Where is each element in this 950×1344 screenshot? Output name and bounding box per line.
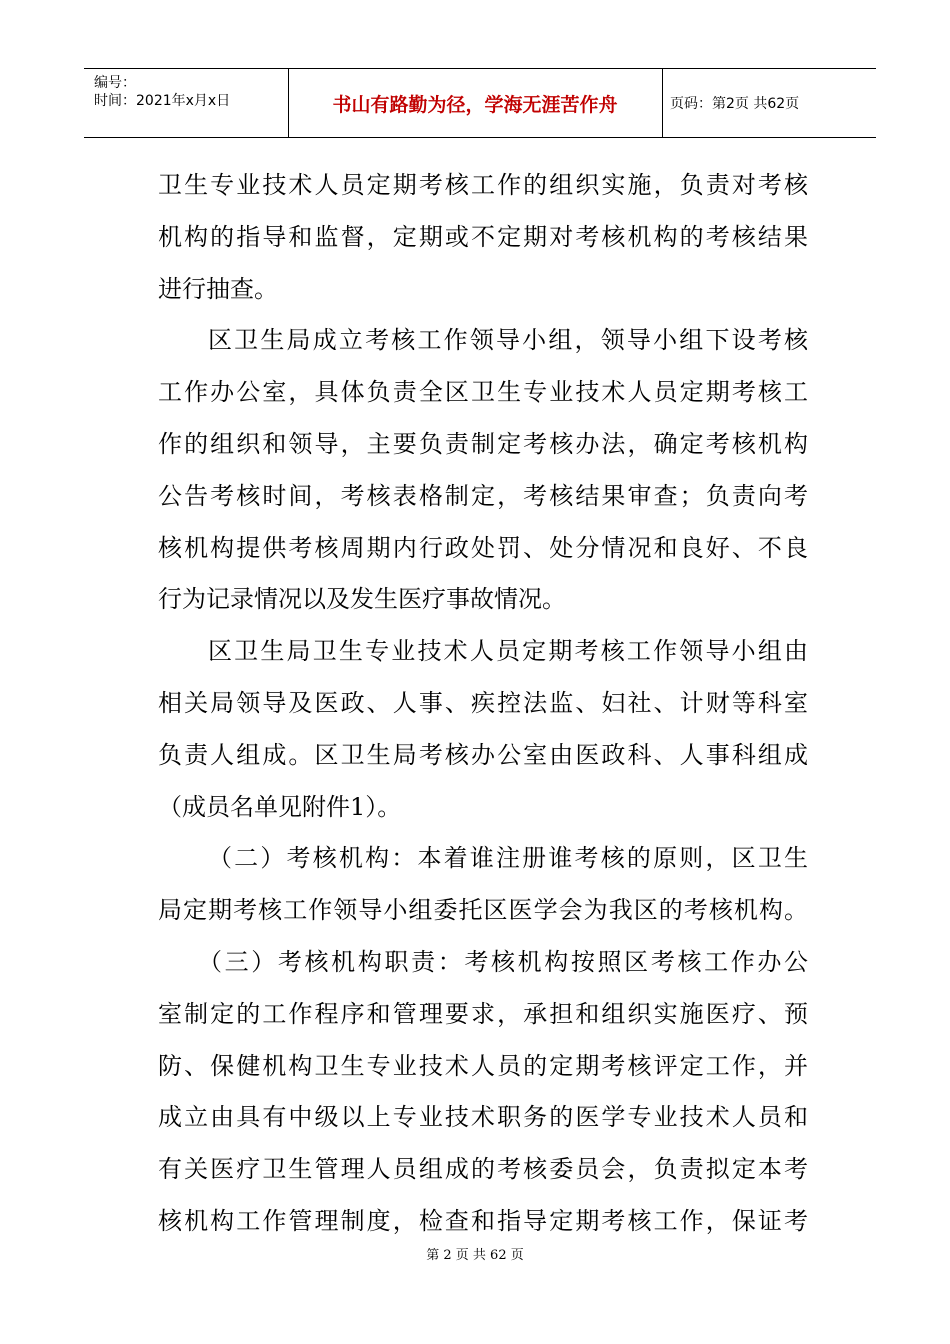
time-label: 时间：2021年x月x日: [94, 93, 231, 109]
text-line: （三）考核机构职责：考核机构按照区考核工作办公: [198, 947, 808, 976]
text-line: 局定期考核工作领导小组委托区医学会为我区的考核机构。: [158, 896, 808, 925]
text-line: 区卫生局成立考核工作领导小组，领导小组下设考核: [208, 326, 808, 355]
text-line: 相关局领导及医政、人事、疾控法监、妇社、计财等科室: [158, 688, 808, 717]
text-line: 防、保健机构卫生专业技术人员的定期考核评定工作，并: [158, 1051, 808, 1080]
header-meta-cell: [84, 69, 289, 137]
text-line: 有关医疗卫生管理人员组成的考核委员会，负责拟定本考: [158, 1155, 808, 1184]
page-header: [84, 68, 876, 138]
text-line: 核机构工作管理制度，检查和指导定期考核工作，保证考: [158, 1206, 808, 1235]
text-line: 室制定的工作程序和管理要求，承担和组织实施医疗、预: [158, 999, 808, 1028]
text-line: 区卫生局卫生专业技术人员定期考核工作领导小组由: [208, 637, 808, 666]
text-line: 行为记录情况以及发生医疗事故情况。: [158, 585, 566, 614]
document-body: [158, 160, 808, 1248]
text-line: 公告考核时间，考核表格制定，考核结果审查；负责向考: [158, 481, 808, 510]
text-line: 工作办公室，具体负责全区卫生专业技术人员定期考核工: [158, 378, 808, 407]
header-page-info: 页码：第2页 共62页: [670, 96, 800, 112]
text-line: 负责人组成。区卫生局考核办公室由医政科、人事科组成: [158, 740, 808, 769]
text-line: 作的组织和领导，主要负责制定考核办法，确定考核机构: [158, 429, 808, 458]
text-line: 核机构提供考核周期内行政处罚、处分情况和良好、不良: [158, 533, 808, 562]
text-line: 机构的指导和监督，定期或不定期对考核机构的考核结果: [158, 222, 808, 251]
text-line: 成立由具有中级以上专业技术职务的医学专业技术人员和: [158, 1103, 808, 1132]
text-line: （成员名单见附件1）。: [158, 792, 402, 821]
header-motto: 书山有路勤为径，学海无涯苦作舟: [288, 69, 663, 137]
text-line: 进行抽查。: [158, 274, 278, 303]
text-line: （二）考核机构：本着谁注册谁考核的原则，区卫生: [208, 844, 808, 873]
text-line: 卫生专业技术人员定期考核工作的组织实施，负责对考核: [158, 171, 808, 199]
number-label: 编号：: [94, 75, 136, 91]
page-footer: 第 2 页 共 62 页: [426, 1248, 524, 1263]
